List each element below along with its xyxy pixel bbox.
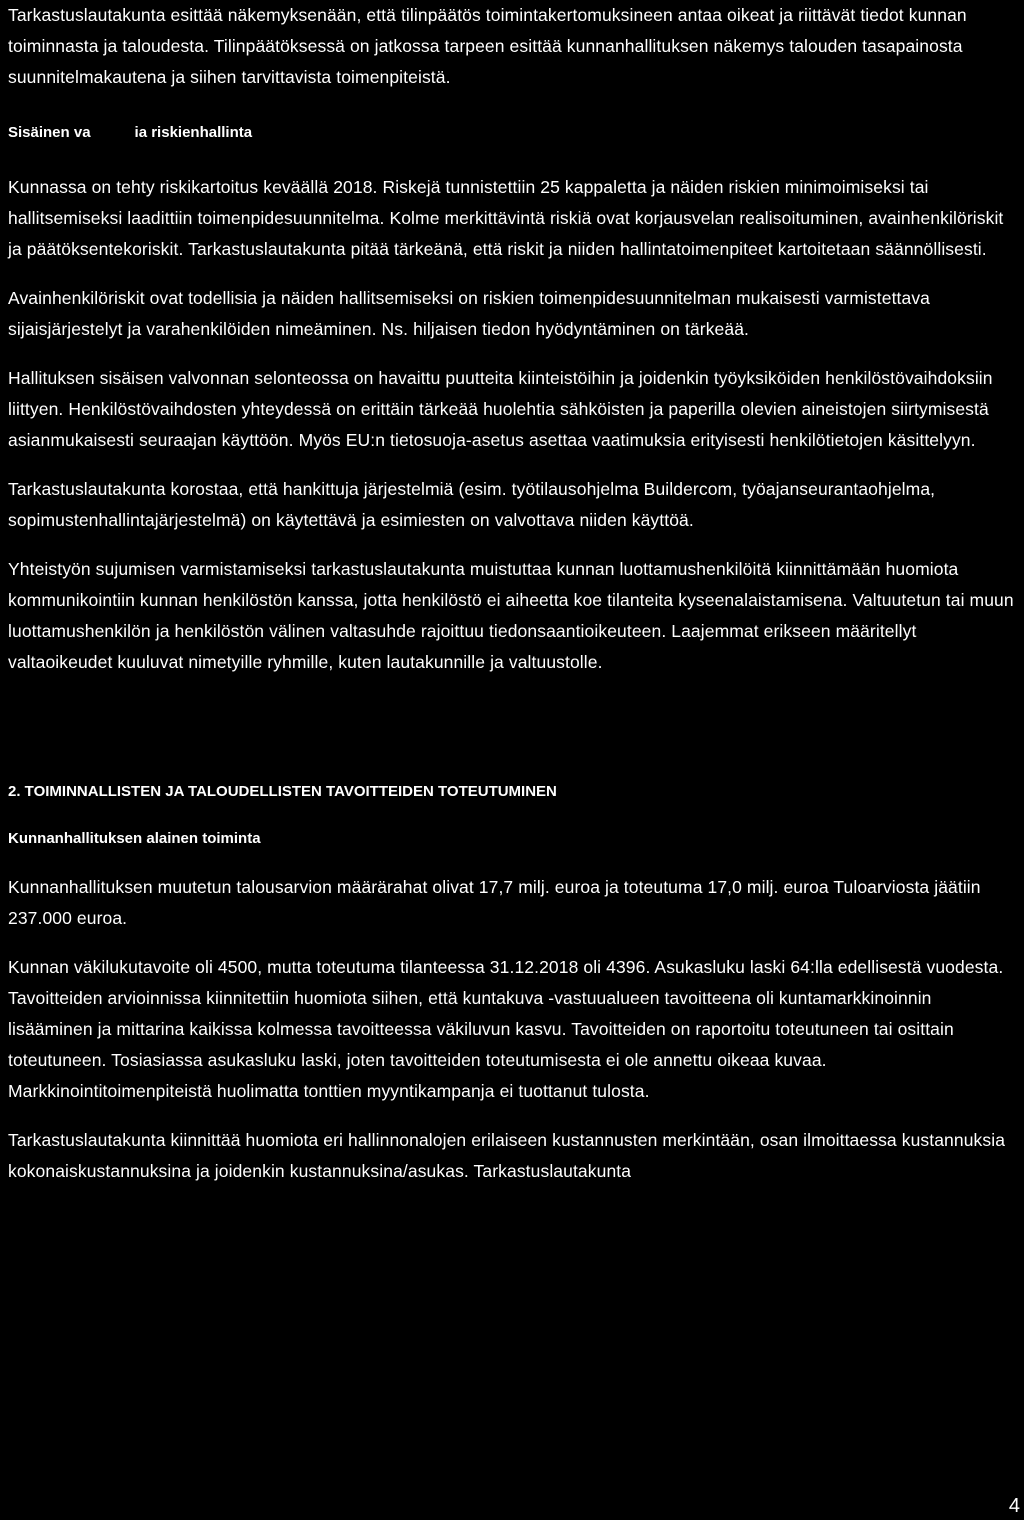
paragraph-tilinpaatos-opinion: Tarkastuslautakunta esittää näkemyksenään, että tilinpäätös toimintakertomuksineen antaa oikeat ja riittävät tiedot kunnan toiminnasta ja taloudesta. Tilinpäätöksessä on jatkossa tarpeen esittää kunnanhallituksen näkemys talouden tasapainosta suunnitelmakautena ja siihen tarvittavista toimenpiteistä. <box>8 5 967 87</box>
paragraph-internal-control-statement: Hallituksen sisäisen valvonnan selonteossa on havaittu puutteita kiinteistöihin ja joidenkin työyksiköiden henkilöstövaihdoksiin liittyen. Henkilöstövaihdosten yhteydessä on erittäin tärkeää huolehtia sähköisten ja paperilla olevien aineistojen siirtymisestä asianmukaisesti seuraajan käyttöön. Myös EU:n tietosuoja-asetus asettaa vaatimuksia erityisesti henkilötietojen käsittelyyn. <box>8 368 993 450</box>
paragraph-systems-usage: Tarkastuslautakunta korostaa, että hankittuja järjestelmiä (esim. työtilausohjelma Buildercom, työajanseurantaohjelma, sopimustenhallintajärjestelmä) on käytettävä ja esimiesten on valvottava niiden käyttöä. <box>8 479 936 530</box>
heading-section-2: 2. TOIMINNALLISTEN JA TALOUDELLISTEN TAVOITTEIDEN TOTEUTUMINEN <box>8 783 557 800</box>
heading-internal-control-part2: ia riskienhallinta <box>134 124 253 141</box>
heading-municipal-board-operations: Kunnanhallituksen alainen toiminta <box>8 830 261 847</box>
paragraph-budget: Kunnanhallituksen muutetun talousarvion määrärahat olivat 17,7 milj. euroa ja toteutuma 17,0 milj. euroa Tuloarviosta jäätiin 237.000 euroa. <box>8 877 981 928</box>
paragraph-cost-reporting: Tarkastuslautakunta kiinnittää huomiota eri hallinnonalojen erilaiseen kustannusten merkintään, osan ilmoittaessa kustannuksia kokonaiskustannuksina ja joidenkin kustannuksina/asukas. Tarkastuslautakunta <box>8 1130 1006 1181</box>
paragraph-population-target: Kunnan väkilukutavoite oli 4500, mutta toteutuma tilanteessa 31.12.2018 oli 4396. Asukasluku laski 64:lla edellisestä vuodesta. Tavoitteiden arvioinnissa kiinnitettiin huomiota siihen, että kuntakuva -vastuualueen tavoitteena oli kuntamarkkinoinnin lisääminen ja mittarina kaikissa kolmessa tavoitteessa väkiluvun kasvu. Tavoitteiden on raportoitu toteutuneen tai osittain toteutuneen. Tosiasiassa asukasluku laski, joten tavoitteiden toteutumisesta ei ole annettu oikeaa kuvaa. Markkinointitoimenpiteistä huolimatta tonttien myyntikampanja ei tuottanut tulosta. <box>8 957 1004 1101</box>
paragraph-cooperation: Yhteistyön sujumisen varmistamiseksi tarkastuslautakunta muistuttaa kunnan luottamushenkilöitä kiinnittämään huomiota kommunikointiin kunnan henkilöstön kanssa, jotta henkilöstö ei aiheetta koe tilanteita kyseenalaistamisena. Valtuutetun tai muun luottamushenkilön ja henkilöstön välinen valtasuhde rajoittuu tiedonsaantioikeuteen. Laajemmat erikseen määritellyt valtaoikeudet kuuluvat nimetyille ryhmille, kuten lautakunnille ja valtuustolle. <box>8 559 1014 672</box>
document-page <box>8 0 1014 1187</box>
paragraph-key-person-risks: Avainhenkilöriskit ovat todellisia ja näiden hallitsemiseksi on riskien toimenpidesuunnitelman mukaisesti varmistettava sijaisjärjestelyt ja varahenkilöiden nimeäminen. Ns. hiljaisen tiedon hyödyntäminen on tärkeää. <box>8 288 931 339</box>
paragraph-risk-mapping: Kunnassa on tehty riskikartoitus keväällä 2018. Riskejä tunnistettiin 25 kappaletta ja näiden riskien minimoimiseksi tai hallitsemiseksi laadittiin toimenpidesuunnitelma. Kolme merkittävintä riskiä ovat korjausvelan realisoituminen, avainhenkilöriskit ja päätöksentekoriskit. Tarkastuslautakunta pitää tärkeänä, että riskit ja niiden hallintatoimenpiteet kartoitetaan säännöllisesti. <box>8 177 1004 259</box>
heading-internal-control <box>8 117 1014 148</box>
page-number: 4 <box>1008 1495 1020 1517</box>
heading-internal-control-part1: Sisäinen va <box>8 124 91 141</box>
